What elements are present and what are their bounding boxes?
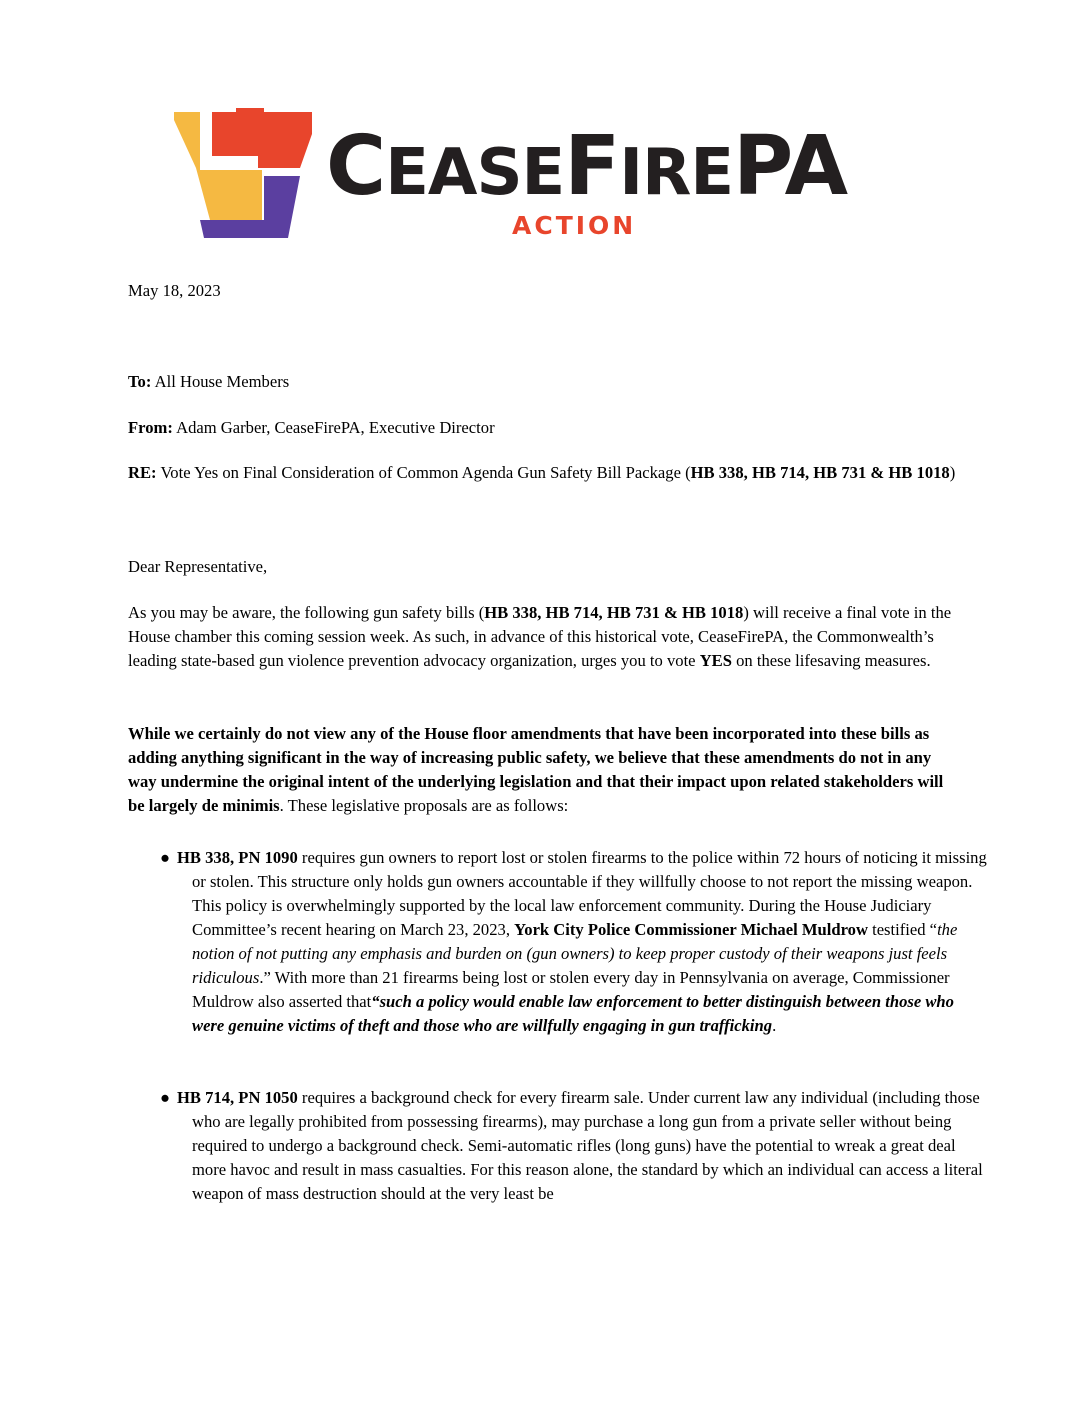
re-bills: HB 338, HB 714, HB 731 & HB 1018 [690,463,950,482]
paragraph-amendments: While we certainly do not view any of the House floor amendments that have been incorporated into these bills as adding anything significant in the way of increasing public safety, we believe that these amendments do not in any way undermine the original intent of the underlying legislation and that their impact upon related stakeholders will be largely de minimis. These legislative proposals are as follows: [128,724,944,815]
letter-date: May 18, 2023 [128,281,221,300]
keystone-icon [172,108,312,242]
paragraph-intro: As you may be aware, the following gun safety bills (HB 338, HB 714, HB 731 & HB 1018) will receive a final vote in the House chamber this coming session week. As such, in advance of this historical vote, CeaseFirePA, the Commonwealth’s leading state-based gun violence prevention advocacy organization, urges you to vote YES on these lifesaving measures. [128,603,952,670]
re-value: Vote Yes on Final Consideration of Common Agenda Gun Safety Bill Package ( [160,463,691,482]
memo-re: RE: Vote Yes on Final Consideration of Common Agenda Gun Safety Bill Package (HB 338, HB 714, HB 731 & HB 1018) [128,463,956,482]
memo-to [128,370,958,394]
from-value: Adam Garber, CeaseFirePA, Executive Director [176,418,495,437]
re-label: RE: [128,463,157,482]
list-item-hb714: ● HB 714, PN 1050 requires a background check for every firearm sale. Under current law any individual (including those who are legally prohibited from possessing firearms), may purchase a long gun from a private seller without being required to undergo a background check. Semi-automatic rifles (long guns) have the potential to wreak a great deal more havoc and result in mass casualties. For this reason alone, the standard by which an individual can access a literal weapon of mass destruction should at the very least be [160,1088,983,1203]
salutation: Dear Representative, [128,557,268,576]
list-item-hb338: ● HB 338, PN 1090 requires gun owners to report lost or stolen firearms to the police within 72 hours of noticing it missing or stolen. This structure only holds gun owners accountable if they willfully choose to not report the missing weapon. This policy is overwhelmingly supported by the local law enforcement community. During the House Judiciary Committee’s recent hearing on March 23, 2023, York City Police Commissioner Michael Muldrow testified “the notion of not putting any emphasis and burden on (gun owners) to keep proper custody of their weapons just feels ridiculous.” With more than 21 firearms being lost or stolen every day in Pennsylvania on average, Commissioner Muldrow also asserted that“such a policy would enable law enforcement to better distinguish between those who were genuine victims of theft and those who are willfully engaging in gun trafficking. [160,848,987,1035]
to-label: To: [128,372,152,391]
from-label: From: [128,418,173,437]
logo-subtitle: ACTION [512,211,637,240]
memo-from [128,416,958,440]
ceasefirepa-action-logo [172,108,848,242]
to-value: All House Members [154,372,290,391]
bullet-icon: ● [160,1088,171,1107]
logo-wordmark: CEASEFIREPA [326,119,848,214]
bullet-icon: ● [160,848,171,867]
